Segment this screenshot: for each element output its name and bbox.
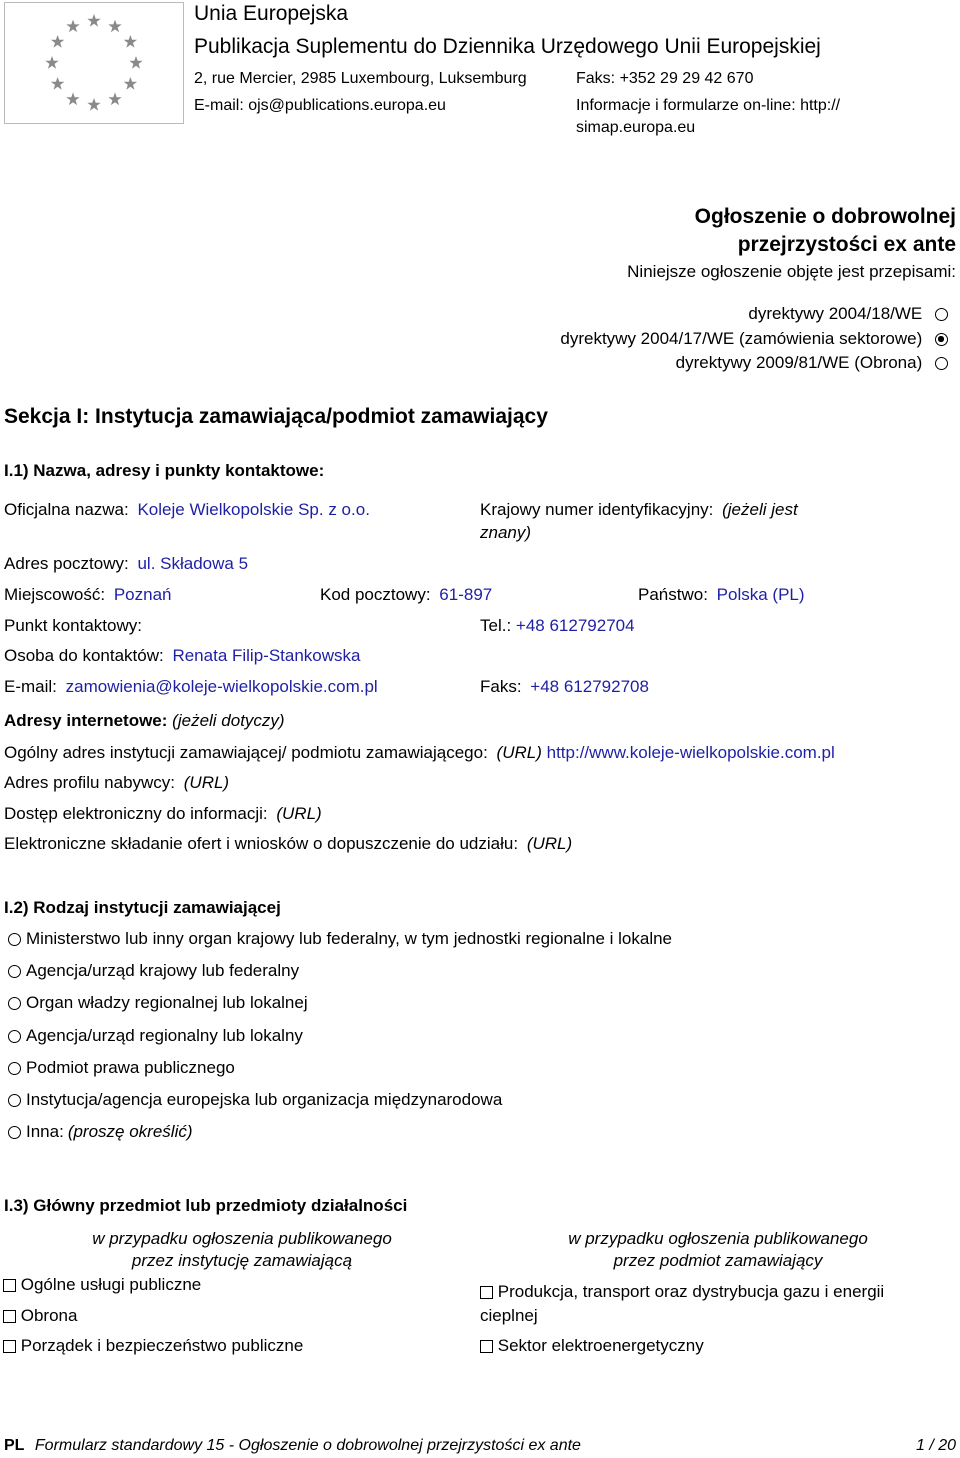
tel-value: +48 612792704	[515, 616, 635, 635]
postal-address-row	[4, 554, 248, 574]
radio-icon[interactable]	[935, 357, 948, 370]
star-icon	[124, 77, 137, 90]
star-icon	[108, 92, 121, 105]
star-icon	[87, 98, 100, 111]
i2-option	[8, 961, 299, 981]
i2-option-label: Podmiot prawa publicznego	[26, 1058, 235, 1077]
contact-person-value: Renata Filip-Stankowska	[172, 646, 361, 665]
i2-option-label: Agencja/urząd krajowy lub federalny	[26, 961, 300, 980]
fax-label: Faks:	[480, 677, 522, 696]
electronic-access-row	[4, 804, 322, 824]
i3-right-item	[480, 1282, 884, 1302]
postcode-label: Kod pocztowy:	[320, 585, 431, 604]
i3-right-item	[480, 1336, 704, 1356]
notice-title-line1: Ogłoszenie o dobrowolnej	[694, 205, 956, 228]
i2-option	[8, 1026, 303, 1046]
postcode-row	[320, 585, 492, 605]
national-id-label: Krajowy numer identyfikacyjny:	[480, 500, 714, 519]
city-label: Miejscowość:	[4, 585, 106, 604]
radio-icon[interactable]	[8, 965, 21, 978]
postal-value: ul. Składowa 5	[137, 554, 249, 573]
star-icon	[124, 35, 137, 48]
section-1-title: Sekcja I: Instytucja zamawiająca/podmiot zamawiający	[4, 405, 548, 428]
i3-left-item-label: Ogólne usługi publiczne	[20, 1275, 202, 1294]
checkbox-icon[interactable]	[3, 1279, 16, 1292]
online-info-line1: Informacje i formularze on-line: http://	[576, 97, 841, 114]
i3-right-heading-line2: przez podmiot zamawiający	[613, 1251, 823, 1270]
tel-label: Tel.:	[480, 616, 512, 635]
buyer-profile-label: Adres profilu nabywcy:	[4, 773, 176, 792]
i3-left-item-label: Obrona	[20, 1306, 78, 1325]
national-id-row	[480, 500, 798, 520]
directive-2004-18	[748, 304, 948, 324]
contact-person-label: Osoba do kontaktów:	[4, 646, 164, 665]
section-i3-title: I.3) Główny przedmiot lub przedmioty działalności	[4, 1196, 408, 1215]
i3-left-heading-line2: przez instytucję zamawiającą	[131, 1251, 353, 1270]
radio-icon[interactable]	[8, 1094, 21, 1107]
i3-right-heading-line1: w przypadku ogłoszenia publikowanego	[568, 1229, 868, 1248]
i2-option	[8, 1122, 193, 1142]
national-id-note: (jeżeli jest	[722, 500, 798, 519]
email-row	[4, 677, 378, 697]
general-url-link[interactable]: http://www.koleje-wielkopolskie.com.pl	[546, 743, 835, 762]
official-name-value: Koleje Wielkopolskie Sp. z o.o.	[137, 500, 370, 519]
country-row	[638, 585, 805, 605]
electronic-submission-label: Elektroniczne składanie ofert i wniosków o dopuszczenie do udziału:	[4, 834, 519, 853]
star-icon	[45, 56, 58, 69]
postal-label: Adres pocztowy:	[4, 554, 129, 573]
contact-person-row	[4, 646, 360, 666]
i3-left-item	[3, 1336, 303, 1356]
internet-title: Adresy internetowe:	[4, 711, 168, 730]
directive-2004-17	[560, 329, 948, 349]
i2-option-label: Instytucja/agencja europejska lub organizacja międzynarodowa	[26, 1090, 503, 1109]
fax-value: +48 612792708	[530, 677, 649, 696]
footer	[4, 1437, 581, 1455]
publisher-email: E-mail: ojs@publications.europa.eu	[194, 97, 446, 114]
general-url-label: Ogólny adres instytucji zamawiającej/ podmiotu zamawiającego:	[4, 743, 488, 762]
footer-lang: PL	[4, 1437, 25, 1454]
star-icon	[66, 92, 79, 105]
i2-option	[8, 1090, 502, 1110]
radio-selected-icon[interactable]	[935, 333, 948, 346]
i3-right-item-label: Produkcja, transport oraz dystrybucja gazu i energii	[497, 1282, 885, 1301]
fax-row	[480, 677, 649, 697]
checkbox-icon[interactable]	[480, 1340, 493, 1353]
i2-option-label: Agencja/urząd regionalny lub lokalny	[26, 1026, 303, 1045]
url-tag: (URL)	[526, 834, 573, 853]
star-icon	[51, 77, 64, 90]
i2-option-label: Ministerstwo lub inny organ krajowy lub federalny, w tym jednostki regionalne i lokalne	[26, 929, 672, 948]
national-id-note-line2: znany)	[480, 523, 532, 542]
directive-label: dyrektywy 2004/18/WE	[748, 304, 923, 323]
internet-note: (jeżeli dotyczy)	[172, 711, 285, 730]
radio-icon[interactable]	[935, 308, 948, 321]
i2-other-note: (proszę określić)	[67, 1122, 193, 1141]
i3-right-item-label: Sektor elektroenergetyczny	[497, 1336, 704, 1355]
internet-addresses-row	[4, 711, 285, 731]
electronic-access-label: Dostęp elektroniczny do informacji:	[4, 804, 268, 823]
buyer-profile-row	[4, 773, 229, 793]
general-url-row	[4, 743, 835, 763]
footer-form-name: Formularz standardowy 15 - Ogłoszenie o dobrowolnej przejrzystości ex ante	[34, 1437, 581, 1454]
url-tag: (URL)	[276, 804, 322, 823]
checkbox-icon[interactable]	[3, 1310, 16, 1323]
i2-option	[8, 1058, 235, 1078]
notice-title-line2: przejrzystości ex ante	[737, 233, 956, 256]
footer-page-number: 1 / 20	[915, 1437, 956, 1454]
url-tag: (URL)	[183, 773, 230, 792]
electronic-submission-row	[4, 834, 572, 854]
email-label: E-mail:	[4, 677, 57, 696]
notice-subtitle: Niniejsze ogłoszenie objęte jest przepisami:	[627, 262, 956, 281]
country-value: Polska (PL)	[716, 585, 805, 604]
postcode-value: 61-897	[439, 585, 493, 604]
star-icon	[87, 14, 100, 27]
country-label: Państwo:	[638, 585, 708, 604]
city-row	[4, 585, 172, 605]
city-value: Poznań	[113, 585, 172, 604]
publisher-address: 2, rue Mercier, 2985 Luxembourg, Luksemburg	[194, 70, 527, 87]
star-icon	[129, 56, 142, 69]
eu-flag-stars-icon	[4, 2, 184, 124]
i3-left-item-label: Porządek i bezpieczeństwo publiczne	[20, 1336, 304, 1355]
radio-icon[interactable]	[8, 1126, 21, 1139]
i2-option-label: Organ władzy regionalnej lub lokalnej	[26, 993, 308, 1012]
section-i1-title: I.1) Nazwa, adresy i punkty kontaktowe:	[4, 461, 325, 480]
i2-option	[8, 929, 672, 949]
publication-title: Publikacja Suplementu do Dziennika Urzędowego Unii Europejskiej	[194, 35, 821, 58]
checkbox-icon[interactable]	[480, 1286, 493, 1299]
url-tag: (URL)	[496, 743, 542, 762]
i3-left-heading-line1: w przypadku ogłoszenia publikowanego	[92, 1229, 392, 1248]
official-name-label: Oficjalna nazwa:	[4, 500, 129, 519]
tel-row	[480, 616, 635, 636]
section-i2-title: I.2) Rodzaj instytucji zamawiającej	[4, 898, 281, 917]
radio-icon[interactable]	[8, 997, 21, 1010]
i2-option-label: Inna:	[26, 1122, 64, 1141]
publisher-fax: Faks: +352 29 29 42 670	[576, 70, 754, 87]
directive-label: dyrektywy 2004/17/WE (zamówienia sektorowe)	[560, 329, 923, 348]
radio-icon[interactable]	[8, 1062, 21, 1075]
online-info-line2: simap.europa.eu	[576, 119, 696, 136]
eu-stars-svg	[5, 3, 183, 123]
radio-icon[interactable]	[8, 933, 21, 946]
i3-left-item	[3, 1306, 77, 1326]
star-icon	[108, 20, 121, 33]
contact-point-label: Punkt kontaktowy:	[4, 616, 142, 635]
i2-option	[8, 993, 308, 1013]
star-icon	[51, 35, 64, 48]
star-icon	[66, 20, 79, 33]
checkbox-icon[interactable]	[3, 1340, 16, 1353]
directive-label: dyrektywy 2009/81/WE (Obrona)	[675, 353, 923, 372]
official-name-row	[4, 500, 370, 520]
directive-2009-81	[676, 353, 948, 373]
org-name: Unia Europejska	[194, 2, 349, 25]
i3-left-item	[3, 1275, 201, 1295]
radio-icon[interactable]	[8, 1030, 21, 1043]
i3-right-item-label-line2: cieplnej	[480, 1306, 538, 1325]
email-value[interactable]: zamowienia@koleje-wielkopolskie.com.pl	[65, 677, 378, 696]
